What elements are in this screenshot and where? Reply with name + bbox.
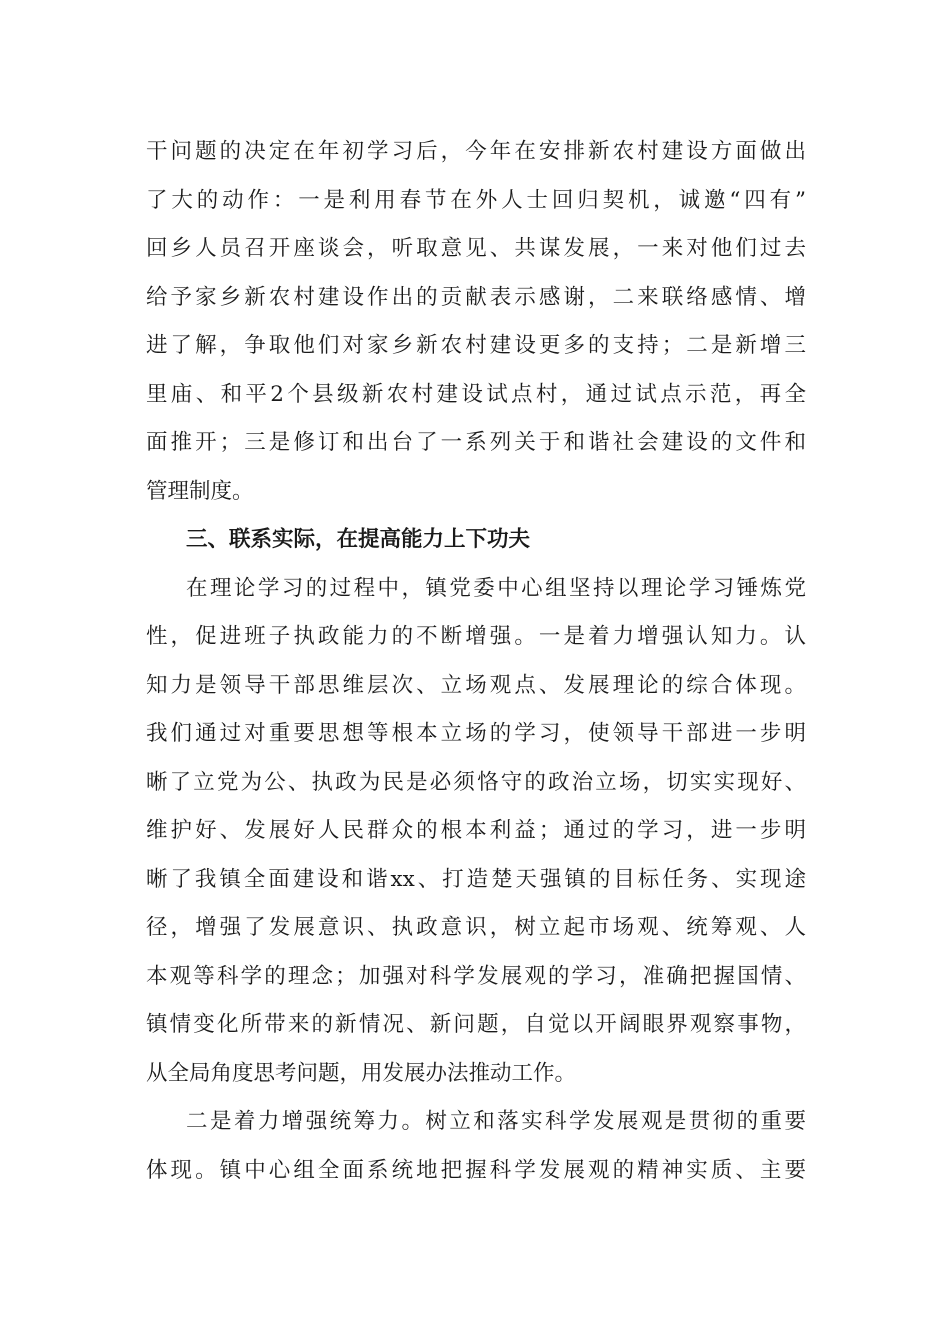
section-heading <box>146 516 806 565</box>
text-line: 我们通过对重要思想等根本立场的学习，使领导干部进一步明 <box>146 721 806 746</box>
text-line: 回乡人员召开座谈会，听取意见、共谋发展，一来对他们过去 <box>146 236 806 261</box>
text-line: 了大的动作：一是利用春节在外人士回归契机，诚邀“四有” <box>146 187 806 213</box>
text-line: 晰了立党为公、执政为民是必须恪守的政治立场，切实实现好、 <box>146 769 806 795</box>
text-line: 进了解，争取他们对家乡新农村建设更多的支持；二是新增三 <box>146 333 806 358</box>
paragraph <box>146 128 806 516</box>
text-line: 里庙、和平2个县级新农村建设试点村，通过试点示范，再全 <box>146 381 806 407</box>
text-line: 从全局角度思考问题，用发展办法推动工作。 <box>146 1060 577 1086</box>
text-line: 径，增强了发展意识、执政意识，树立起市场观、统筹观、人 <box>146 915 806 940</box>
section-heading-text: 三、联系实际，在提高能力上下功夫 <box>186 527 531 552</box>
text-line: 维护好、发展好人民群众的根本利益；通过的学习，进一步明 <box>146 818 806 843</box>
text-line: 知力是领导干部思维层次、立场观点、发展理论的综合体现。 <box>146 672 806 698</box>
text-line: 在理论学习的过程中，镇党委中心组坚持以理论学习锤炼党 <box>186 575 806 601</box>
paragraph <box>146 1098 806 1195</box>
paragraph <box>146 565 806 1099</box>
text-line: 性，促进班子执政能力的不断增强。一是着力增强认知力。认 <box>146 624 806 649</box>
text-line: 晰了我镇全面建设和谐xx、打造楚天强镇的目标任务、实现途 <box>146 866 806 892</box>
text-line: 镇情变化所带来的新情况、新问题，自觉以开阔眼界观察事物， <box>146 1012 806 1037</box>
text-line: 面推开；三是修订和出台了一系列关于和谐社会建设的文件和 <box>146 430 806 455</box>
text-line: 体现。镇中心组全面系统地把握科学发展观的精神实质、主要 <box>146 1157 806 1183</box>
text-line: 干问题的决定在年初学习后，今年在安排新农村建设方面做出 <box>146 139 806 164</box>
text-line: 本观等科学的理念；加强对科学发展观的学习，准确把握国情、 <box>146 963 806 989</box>
document-body <box>146 128 806 1195</box>
text-line: 管理制度。 <box>146 478 254 504</box>
text-line: 二是着力增强统筹力。树立和落实科学发展观是贯彻的重要 <box>186 1109 806 1134</box>
text-line: 给予家乡新农村建设作出的贡献表示感谢，二来联络感情、增 <box>146 284 806 310</box>
